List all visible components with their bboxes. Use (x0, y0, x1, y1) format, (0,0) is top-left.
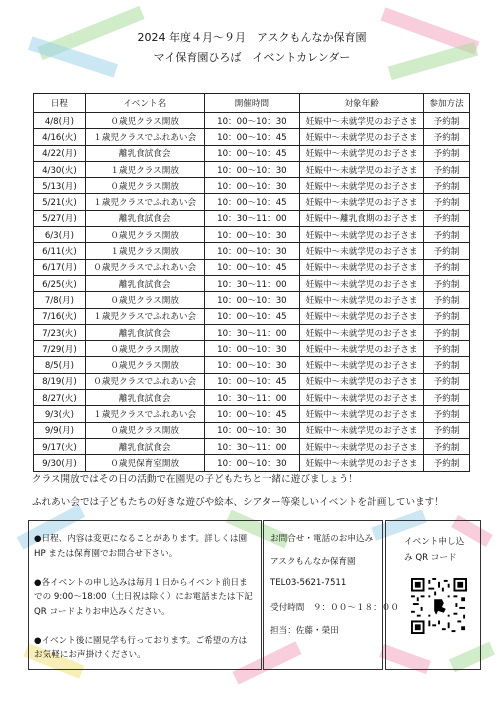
table-row (34, 178, 470, 194)
cell-target-age: 妊娠中～未就学児のお子さま (300, 422, 424, 438)
cell-method: 予約制 (424, 275, 470, 291)
cell-target-age: 妊娠中～未就学児のお子さま (300, 227, 424, 243)
cell-date: 9/9(月) (34, 422, 86, 438)
notice-line: お気軽にお声掛けください。 (34, 650, 146, 660)
cell-event-name: ０歳児クラス開放 (85, 113, 204, 129)
qr-code-icon[interactable] (411, 578, 467, 634)
header-event-name: イベント名 (85, 94, 204, 113)
table-row (34, 422, 470, 438)
table-row (34, 438, 470, 454)
cell-target-age: 妊娠中～未就学児のお子さま (300, 129, 424, 145)
cell-time: 10：00～10：30 (204, 455, 300, 471)
cell-time: 10：00～10：30 (204, 113, 300, 129)
cell-event-name: ０歳児クラス開放 (85, 292, 204, 308)
qr-label-2: み QR コード (404, 553, 457, 563)
phone-number[interactable]: TEL03-5621-7511 (270, 578, 347, 588)
cell-event-name: １歳児クラスでふれあい会 (85, 129, 204, 145)
cell-event-name: ０歳児クラス開放 (85, 341, 204, 357)
cell-time: 10：00～10：30 (204, 161, 300, 177)
cell-target-age: 妊娠中～未就学児のお子さま (300, 357, 424, 373)
table-row (34, 406, 470, 422)
table-row (34, 373, 470, 389)
cell-target-age: 妊娠中～未就学児のお子さま (300, 324, 424, 340)
cell-method: 予約制 (424, 455, 470, 471)
cell-date: 8/19(月) (34, 373, 86, 389)
cell-method: 予約制 (424, 324, 470, 340)
header-target-age: 対象年齢 (300, 94, 424, 113)
title-line-2: マイ保育園ひろば イベントカレンダー (153, 51, 351, 64)
cell-method: 予約制 (424, 129, 470, 145)
cell-time: 10：00～10：45 (204, 259, 300, 275)
cell-target-age: 妊娠中～未就学児のお子さま (300, 308, 424, 324)
cell-date: 6/11(火) (34, 243, 86, 259)
cell-method: 予約制 (424, 113, 470, 129)
cell-time: 10：30～11：00 (204, 210, 300, 226)
table-row (34, 113, 470, 129)
cell-date: 6/25(火) (34, 275, 86, 291)
cell-time: 10：00～10：45 (204, 194, 300, 210)
notice-line: QR コードよりお申込みください。 (34, 606, 170, 617)
cell-event-name: １歳児クラス開放 (85, 161, 204, 177)
cell-event-name: １歳児クラスでふれあい会 (85, 194, 204, 210)
cell-target-age: 妊娠中～未就学児のお子さま (300, 243, 424, 259)
cell-event-name: 離乳食試食会 (85, 390, 204, 406)
event-calendar-table (33, 93, 470, 472)
table-row (34, 259, 470, 275)
cell-target-age: 妊娠中～未就学児のお子さま (300, 161, 424, 177)
header-method: 参加方法 (424, 94, 470, 113)
table-row (34, 292, 470, 308)
notice-line: ●イベント後に園見学も行っております。ご希望の方は (34, 635, 248, 646)
cell-date: 5/13(月) (34, 178, 86, 194)
table-row (34, 194, 470, 210)
cell-method: 予約制 (424, 357, 470, 373)
cell-time: 10：00～10：30 (204, 243, 300, 259)
cell-target-age: 妊娠中～未就学児のお子さま (300, 341, 424, 357)
cell-time: 10：00～10：30 (204, 422, 300, 438)
staff-in-charge: 担当：佐藤・榮田 (270, 626, 339, 636)
cell-method: 予約制 (424, 227, 470, 243)
cell-method: 予約制 (424, 373, 470, 389)
cell-time: 10：00～10：45 (204, 308, 300, 324)
notice-line: ●日程、内容は変更になることがあります。詳しくは園 (34, 534, 248, 544)
table-row (34, 161, 470, 177)
cell-date: 9/30(月) (34, 455, 86, 471)
cell-method: 予約制 (424, 161, 470, 177)
cell-event-name: １歳児クラスでふれあい会 (85, 406, 204, 422)
page-title (96, 28, 408, 72)
table-row (34, 308, 470, 324)
cell-method: 予約制 (424, 406, 470, 422)
cell-time: 10：00～10：30 (204, 341, 300, 357)
header-time: 開催時間 (204, 94, 300, 113)
cell-target-age: 妊娠中～未就学児のお子さま (300, 194, 424, 210)
table-row (34, 210, 470, 226)
contact-heading: お問合せ・電話のお申込み (270, 534, 374, 544)
cell-time: 10：30～11：00 (204, 275, 300, 291)
cell-target-age: 妊娠中～未就学児のお子さま (300, 373, 424, 389)
cell-time: 10：00～10：30 (204, 357, 300, 373)
cell-event-name: ０歳児クラス開放 (85, 227, 204, 243)
note-class-open: クラス開放ではその日の活動で在園児の子どもたちと一緒に遊びましょう！ (32, 474, 358, 485)
cell-date: 5/27(月) (34, 210, 86, 226)
cell-method: 予約制 (424, 210, 470, 226)
table-row (34, 275, 470, 291)
cell-date: 4/22(月) (34, 145, 86, 161)
cell-event-name: 離乳食試食会 (85, 275, 204, 291)
cell-event-name: ０歳児クラスでふれあい会 (85, 373, 204, 389)
notice-line: HP または保育園でお問合せ下さい。 (34, 548, 178, 559)
cell-target-age: 妊娠中～未就学児のお子さま (300, 259, 424, 275)
cell-date: 9/3(火) (34, 406, 86, 422)
table-row (34, 243, 470, 259)
table-row (34, 324, 470, 340)
cell-time: 10：00～10：30 (204, 227, 300, 243)
cell-target-age: 妊娠中～未就学児のお子さま (300, 145, 424, 161)
cell-target-age: 妊娠中～未就学児のお子さま (300, 406, 424, 422)
notice-line: ●各イベントの申し込みは毎月１日からイベント前日ま (34, 577, 248, 588)
cell-date: 9/17(火) (34, 438, 86, 454)
cell-method: 予約制 (424, 438, 470, 454)
cell-date: 6/17(月) (34, 259, 86, 275)
cell-time: 10：30～11：00 (204, 390, 300, 406)
table-row (34, 145, 470, 161)
cell-date: 7/8(月) (34, 292, 86, 308)
cell-method: 予約制 (424, 341, 470, 357)
cell-method: 予約制 (424, 243, 470, 259)
table-row (34, 390, 470, 406)
notice-line: での 9:00～18:00（土日祝は除く）にお電話または下記 (34, 592, 253, 602)
cell-date: 4/16(火) (34, 129, 86, 145)
cell-date: 7/29(月) (34, 341, 86, 357)
cell-method: 予約制 (424, 308, 470, 324)
cell-method: 予約制 (424, 422, 470, 438)
cell-event-name: 離乳食試食会 (85, 324, 204, 340)
note-fureai: ふれあい会では子どもたちの好きな遊びや絵本、シアター等楽しいイベントを計画しています！ (32, 497, 444, 508)
cell-event-name: ０歳児クラス開放 (85, 357, 204, 373)
cell-method: 予約制 (424, 259, 470, 275)
cell-target-age: 妊娠中～離乳食期のお子さま (300, 210, 424, 226)
cell-date: 4/8(月) (34, 113, 86, 129)
cell-event-name: ０歳児クラスでふれあい会 (85, 259, 204, 275)
table-row (34, 357, 470, 373)
cell-event-name: ０歳児クラス開放 (85, 422, 204, 438)
cell-target-age: 妊娠中～未就学児のお子さま (300, 438, 424, 454)
cell-time: 10：00～10：45 (204, 373, 300, 389)
cell-event-name: 離乳食試食会 (85, 145, 204, 161)
cell-time: 10：00～10：30 (204, 292, 300, 308)
cell-target-age: 妊娠中～未就学児のお子さま (300, 275, 424, 291)
cell-method: 予約制 (424, 292, 470, 308)
cell-target-age: 妊娠中～未就学児のお子さま (300, 292, 424, 308)
cell-date: 6/3(月) (34, 227, 86, 243)
cell-time: 10：00～10：45 (204, 129, 300, 145)
table-row (34, 341, 470, 357)
cell-date: 7/23(火) (34, 324, 86, 340)
table-row (34, 227, 470, 243)
cell-event-name: １歳児クラスでふれあい会 (85, 308, 204, 324)
cell-method: 予約制 (424, 390, 470, 406)
cell-target-age: 妊娠中～未就学児のお子さま (300, 390, 424, 406)
cell-time: 10：00～10：30 (204, 178, 300, 194)
cell-method: 予約制 (424, 145, 470, 161)
cell-date: 4/30(火) (34, 161, 86, 177)
title-line-1: 2024 年度４月～９月 アスクもんなか保育園 (137, 31, 367, 44)
nursery-name: アスクもんなか保育園 (270, 557, 356, 567)
cell-time: 10：00～10：45 (204, 145, 300, 161)
qr-label-1: イベント申し込 (404, 537, 465, 547)
cell-event-name: 離乳食試食会 (85, 210, 204, 226)
reception-hours: 受付時間 ９：００～１８：００ (270, 603, 399, 613)
cell-target-age: 妊娠中～未就学児のお子さま (300, 178, 424, 194)
cell-time: 10：30～11：00 (204, 324, 300, 340)
table-row (34, 129, 470, 145)
table-header-row (34, 94, 470, 113)
cell-method: 予約制 (424, 194, 470, 210)
cell-method: 予約制 (424, 178, 470, 194)
cell-time: 10：00～10：45 (204, 406, 300, 422)
cell-target-age: 妊娠中～未就学児のお子さま (300, 455, 424, 471)
cell-event-name: 離乳食試食会 (85, 438, 204, 454)
cell-event-name: １歳児クラス開放 (85, 243, 204, 259)
cell-date: 8/5(月) (34, 357, 86, 373)
cell-date: 7/16(火) (34, 308, 86, 324)
cell-date: 5/21(火) (34, 194, 86, 210)
table-row (34, 455, 470, 471)
header-date: 日程 (34, 94, 86, 113)
cell-time: 10：30～11：00 (204, 438, 300, 454)
cell-date: 8/27(火) (34, 390, 86, 406)
cell-event-name: ０歳児クラス開放 (85, 178, 204, 194)
cell-event-name: ０歳児保育室開放 (85, 455, 204, 471)
cell-target-age: 妊娠中～未就学児のお子さま (300, 113, 424, 129)
